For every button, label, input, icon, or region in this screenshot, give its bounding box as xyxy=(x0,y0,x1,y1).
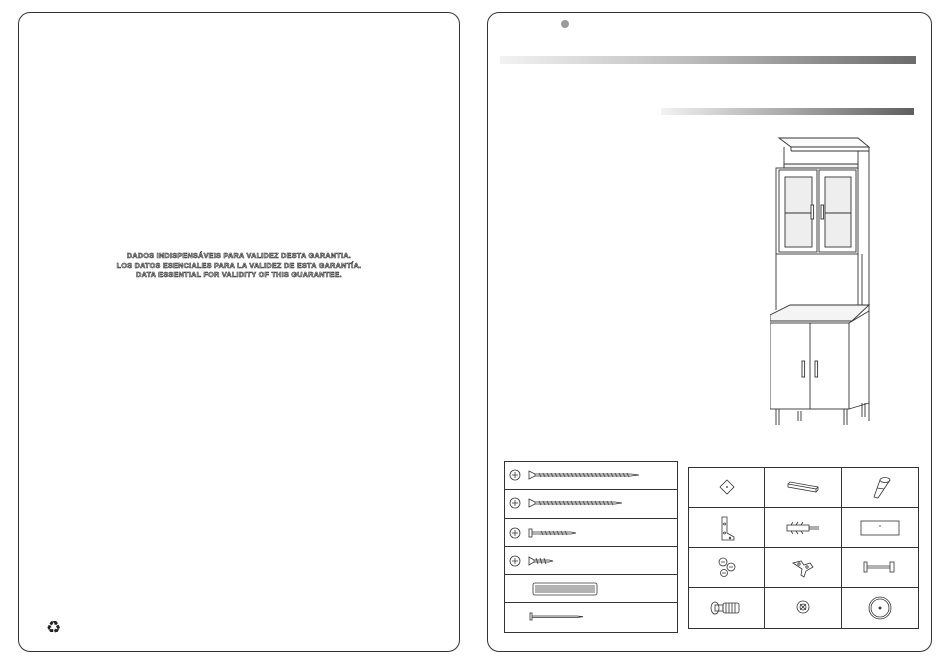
hinge-icon xyxy=(788,553,818,583)
wood-screw-icon xyxy=(505,490,679,518)
header-bar xyxy=(500,56,916,64)
warranty-note-pt: DADOS INDISPENSÁVEIS PARA VALIDEZ DESTA GARANTIA. xyxy=(126,251,352,260)
shelf-pin-cell xyxy=(842,548,918,588)
mounting-plate-icon xyxy=(858,516,902,540)
shelf-support-pin-icon xyxy=(865,475,895,501)
mounting-plate-cell xyxy=(842,508,918,548)
cam-lock-cover-icon xyxy=(712,476,742,500)
bullet-dot xyxy=(561,20,569,28)
shelf-support-pin-cell xyxy=(842,468,918,508)
l-bracket-cell xyxy=(689,508,765,548)
recycle-icon: ♻ xyxy=(46,618,62,637)
wooden-dowel-icon xyxy=(505,575,679,603)
warranty-note xyxy=(19,251,459,280)
hinge-cell xyxy=(765,548,841,588)
adjustable-foot-icon xyxy=(705,595,749,621)
wall-plug-icon xyxy=(781,516,825,540)
wood-screw-row xyxy=(505,490,677,518)
small-screw-icon xyxy=(505,547,679,575)
foot-pad-cell xyxy=(842,588,918,628)
wooden-dowel-row xyxy=(505,575,677,603)
short-screw-row xyxy=(505,519,677,547)
hardware-grid xyxy=(688,467,919,629)
nail-icon xyxy=(505,603,679,631)
shelf-pin-icon xyxy=(858,556,902,580)
long-wood-screw-icon xyxy=(505,462,679,490)
foot-pad-icon xyxy=(865,593,895,623)
nail-row xyxy=(505,603,677,631)
hinge-cup-icon xyxy=(788,595,818,621)
cabinet-illustration xyxy=(770,135,880,425)
l-bracket-icon xyxy=(712,513,742,543)
small-screw-row xyxy=(505,547,677,575)
handle-cell xyxy=(765,468,841,508)
handle-icon xyxy=(783,476,823,500)
cam-lock-icon xyxy=(712,553,742,583)
hardware-list xyxy=(504,461,678,633)
right-panel xyxy=(487,12,932,652)
long-wood-screw-row xyxy=(505,462,677,490)
cam-lock-cell xyxy=(689,548,765,588)
short-screw-icon xyxy=(505,519,679,547)
adjustable-foot-cell xyxy=(689,588,765,628)
warranty-note-es: LOS DATOS ESENCIALES PARA LA VALIDEZ DE ESTA GARANTÍA. xyxy=(116,260,362,270)
section-bar xyxy=(661,108,914,115)
hinge-cup-cell xyxy=(765,588,841,628)
wall-plug-cell xyxy=(765,508,841,548)
left-panel xyxy=(18,12,460,652)
cam-lock-cover-cell xyxy=(689,468,765,508)
warranty-note-en: DATA ESSENTIAL FOR VALIDITY OF THIS GUARANTEE. xyxy=(136,270,342,279)
